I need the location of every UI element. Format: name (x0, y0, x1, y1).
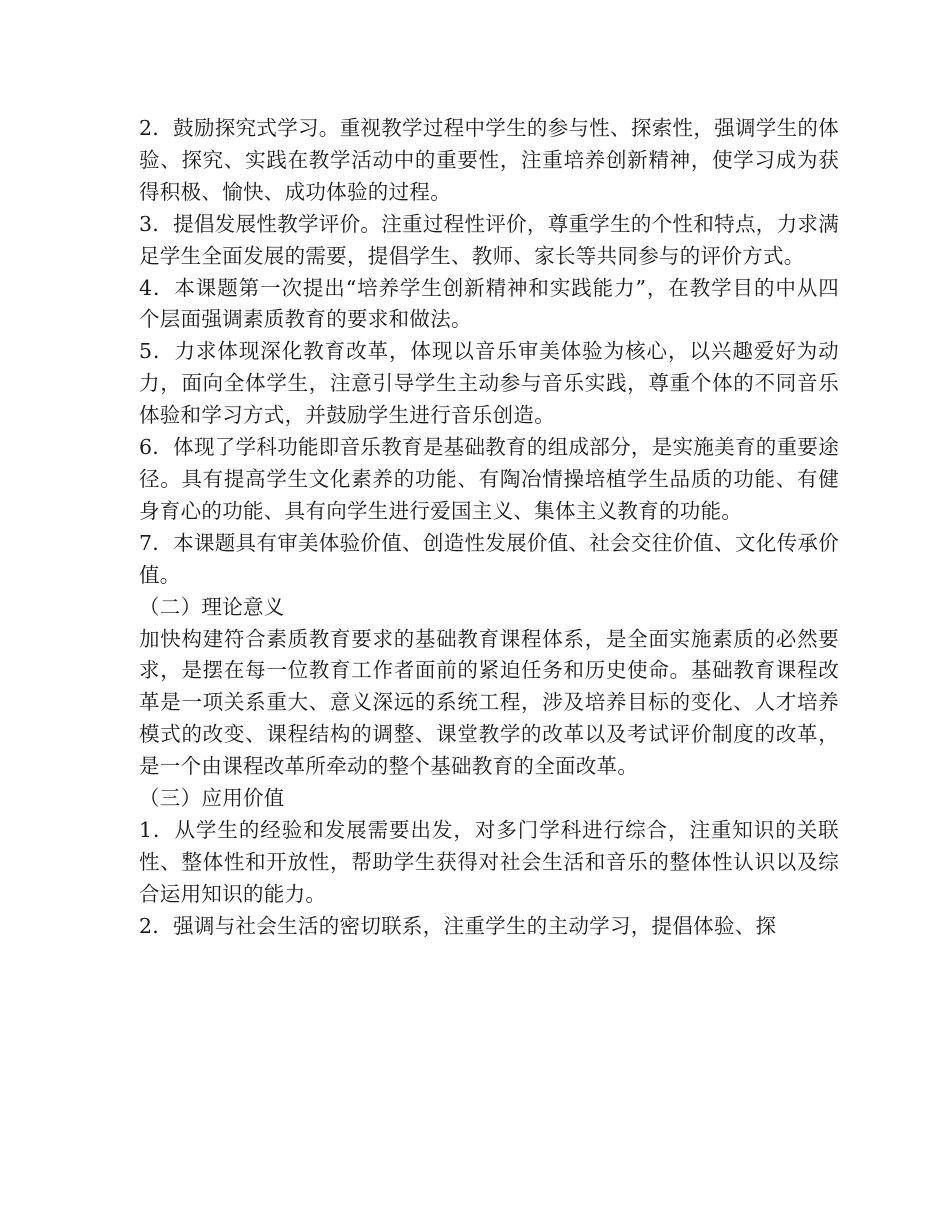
list-item-1-experience: 1．从学生的经验和发展需要出发，对多门学科进行综合，注重知识的关联性、整体性和开放性，帮助学生获得对社会生活和音乐的整体性认识以及综合运用知识的能力。 (139, 817, 839, 906)
body-paragraph-theory: 加快构建符合素质教育要求的基础教育课程体系，是全面实施素质的必然要求，是摆在每一位教育工作者面前的紧迫任务和历史使命。基础教育课程改革是一项关系重大、意义深远的系统工程，涉及培养目标的变化、人才培养模式的改变、课程结构的调整、课堂教学的改革以及考试评价制度的改革，是一个由课程改革所牵动的整个基础教育的全面改革。 (139, 626, 839, 779)
list-item-2-inquiry-learning: 2．鼓励探究式学习。重视教学过程中学生的参与性、探索性，强调学生的体验、探究、实践在教学活动中的重要性，注重培养创新精神，使学习成为获得积极、愉快、成功体验的过程。 (139, 116, 839, 204)
document-body (139, 113, 839, 943)
list-item-7-value: 7．本课题具有审美体验价值、创造性发展价值、社会交往价值、文化传承价值。 (139, 530, 839, 587)
list-item-6-subject-function: 6．体现了学科功能即音乐教育是基础教育的组成部分，是实施美育的重要途径。具有提高学生文化素养的功能、有陶冶情操培植学生品质的功能、有健身育心的功能、具有向学生进行爱国主义、集体主义教育的功能。 (139, 435, 839, 523)
list-item-4-innovation: 4．本课题第一次提出“培养学生创新精神和实践能力”，在教学目的中从四个层面强调素质教育的要求和做法。 (139, 275, 839, 332)
list-item-3-evaluation: 3．提倡发展性教学评价。注重过程性评价，尊重学生的个性和特点，力求满足学生全面发展的需要，提倡学生、教师、家长等共同参与的评价方式。 (139, 211, 839, 268)
section-heading-theory: （二）理论意义 (139, 594, 285, 619)
section-heading-application: （三）应用价值 (139, 786, 285, 811)
list-item-5-reform: 5．力求体现深化教育改革，体现以音乐审美体验为核心，以兴趣爱好为动力，面向全体学生，注意引导学生主动参与音乐实践，尊重个体的不同音乐体验和学习方式，并鼓励学生进行音乐创造。 (139, 339, 839, 428)
list-item-2-social-life: 2．强调与社会生活的密切联系，注重学生的主动学习，提倡体验、探 (139, 913, 777, 938)
